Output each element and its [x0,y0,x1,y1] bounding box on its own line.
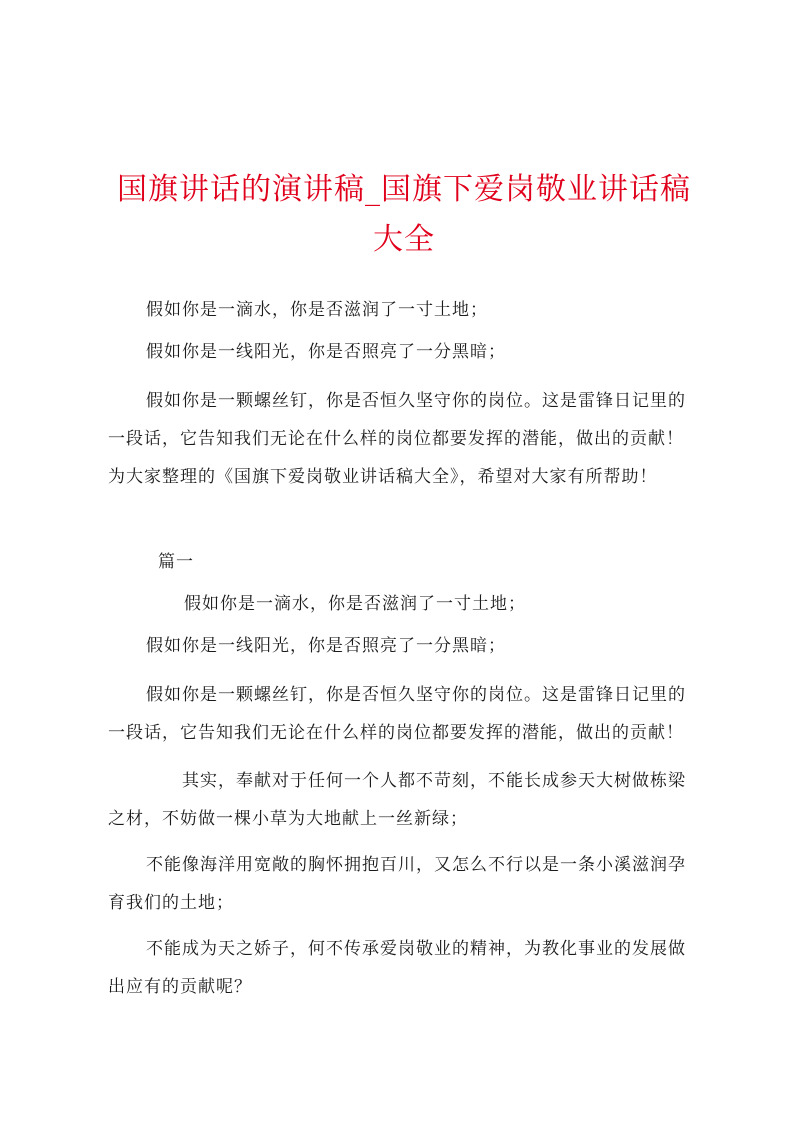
body-paragraph-5: 不能像海洋用宽敞的胸怀拥抱百川，又怎么不行以是一条小溪滋润孕育我们的土地； [108,855,686,913]
section-label: 篇一 [158,552,194,572]
intro-paragraph-3: 假如你是一颗螺丝钉，你是否恒久坚守你的岗位。这是雷锋日记里的一段话，它告知我们无论在什么样的岗位都要发挥的潜能，做出的贡献！为大家整理的《国旗下爱岗敬业讲话稿大全》，希望对大家有所帮助！ [108,391,686,487]
body-paragraph-2: 假如你是一线阳光，你是否照亮了一分黑暗； [146,636,506,656]
body-paragraph-6: 不能成为天之娇子，何不传承爱岗敬业的精神，为教化事业的发展做出应有的贡献呢？ [108,939,686,997]
intro-paragraph-2: 假如你是一线阳光，你是否照亮了一分黑暗； [146,342,506,362]
body-paragraph-4: 其实，奉献对于任何一个人都不苛刻，不能长成参天大树做栋梁之材，不妨做一棵小草为大地献上一丝新绿； [108,771,686,829]
body-paragraph-3: 假如你是一颗螺丝钉，你是否恒久坚守你的岗位。这是雷锋日记里的一段话，它告知我们无论在什么样的岗位都要发挥的潜能，做出的贡献！ [108,685,686,743]
body-paragraph-1: 假如你是一滴水，你是否滋润了一寸土地； [184,594,526,614]
document-title: 国旗讲话的演讲稿_国旗下爱岗敬业讲话稿大全 [117,172,691,257]
intro-paragraph-1: 假如你是一滴水，你是否滋润了一寸土地； [146,300,488,320]
